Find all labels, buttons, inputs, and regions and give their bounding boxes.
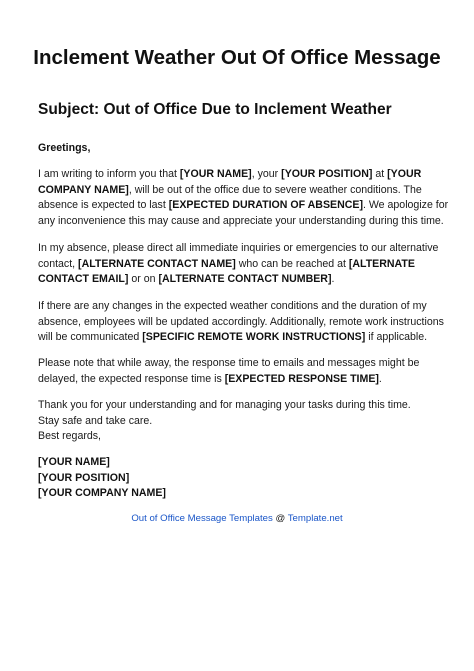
paragraph-weather-changes bbox=[38, 299, 444, 346]
placeholder-your-position: [YOUR POSITION] bbox=[281, 168, 373, 180]
paragraph-line: Please note that while away, the response time to emails and messages might be bbox=[38, 357, 420, 369]
signature-name: [YOUR NAME] bbox=[38, 456, 110, 468]
paragraph-line: Thank you for your understanding and for managing your tasks during this time. bbox=[38, 399, 411, 411]
placeholder-response-time: [EXPECTED RESPONSE TIME] bbox=[224, 372, 379, 385]
paragraph-response-time bbox=[38, 356, 438, 387]
paragraph-intro bbox=[38, 167, 449, 229]
greeting bbox=[38, 141, 438, 157]
text-run: . We apologize for bbox=[362, 199, 449, 211]
text-run: . bbox=[331, 273, 335, 285]
greeting-text: Greetings, bbox=[38, 142, 91, 154]
text-run: I am writing to inform you that bbox=[38, 168, 180, 180]
text-run: at bbox=[372, 168, 388, 180]
paragraph-line: Best regards, bbox=[38, 430, 102, 442]
paragraph-line bbox=[38, 183, 438, 199]
text-run: , your bbox=[251, 168, 282, 180]
placeholder-remote-instructions: [SPECIFIC REMOTE WORK INSTRUCTIONS] bbox=[142, 331, 366, 343]
signature-company: [YOUR COMPANY NAME] bbox=[38, 487, 166, 499]
paragraph-line bbox=[38, 257, 438, 273]
paragraph-closing bbox=[38, 398, 438, 445]
paragraph-line bbox=[38, 167, 438, 183]
paragraph-line: In my absence, please direct all immediate inquiries or emergencies to our alternative bbox=[38, 242, 439, 254]
document-title: Inclement Weather Out Of Office Message bbox=[33, 46, 441, 69]
placeholder-duration: [EXPECTED DURATION OF ABSENCE] bbox=[168, 199, 363, 211]
paragraph-line: absence, employees will be updated accordingly. Additionally, remote work instructions bbox=[38, 315, 444, 328]
placeholder-alternate-contact-name: [ALTERNATE CONTACT NAME] bbox=[78, 257, 236, 270]
text-run: if applicable. bbox=[365, 331, 428, 343]
paragraph-line bbox=[38, 330, 438, 346]
templates-link[interactable]: Out of Office Message Templates bbox=[131, 513, 273, 524]
text-run: absence is expected to last bbox=[38, 199, 169, 211]
text-run: or on bbox=[128, 273, 159, 285]
placeholder-company-name-end: COMPANY NAME] bbox=[38, 183, 129, 196]
paragraph-alternate-contact bbox=[38, 241, 438, 288]
text-run: will be communicated bbox=[38, 331, 143, 343]
paragraph-line: If there are any changes in the expected weather conditions and the duration of my bbox=[38, 300, 427, 312]
placeholder-your-name: [YOUR NAME] bbox=[179, 168, 252, 180]
template-net-link[interactable]: Template.net bbox=[287, 513, 343, 524]
paragraph-line bbox=[38, 272, 438, 288]
text-run: who can be reached at bbox=[235, 257, 349, 270]
paragraph-line: any inconvenience this may cause and appreciate your understanding during this time. bbox=[38, 214, 444, 227]
text-run: contact, bbox=[38, 257, 79, 270]
footer bbox=[0, 513, 474, 524]
placeholder-alternate-number: [ALTERNATE CONTACT NUMBER] bbox=[158, 273, 332, 285]
footer-separator: @ bbox=[272, 513, 288, 524]
signature-position: [YOUR POSITION] bbox=[38, 471, 130, 484]
paragraph-line bbox=[38, 372, 438, 388]
text-run: , will be out of the office due to severe weather conditions. The bbox=[128, 183, 422, 196]
text-run: . bbox=[378, 372, 382, 385]
text-run: delayed, the expected response time is bbox=[38, 372, 225, 385]
placeholder-alternate-email-end: CONTACT EMAIL] bbox=[38, 273, 129, 285]
placeholder-alternate-email-start: [ALTERNATE bbox=[348, 257, 415, 270]
paragraph-line bbox=[38, 198, 449, 214]
document-subject: Subject: Out of Office Due to Inclement Weather bbox=[38, 101, 392, 118]
signature-block bbox=[38, 455, 438, 502]
paragraph-line: Stay safe and take care. bbox=[38, 414, 153, 427]
placeholder-company-name-start: [YOUR bbox=[387, 168, 422, 180]
